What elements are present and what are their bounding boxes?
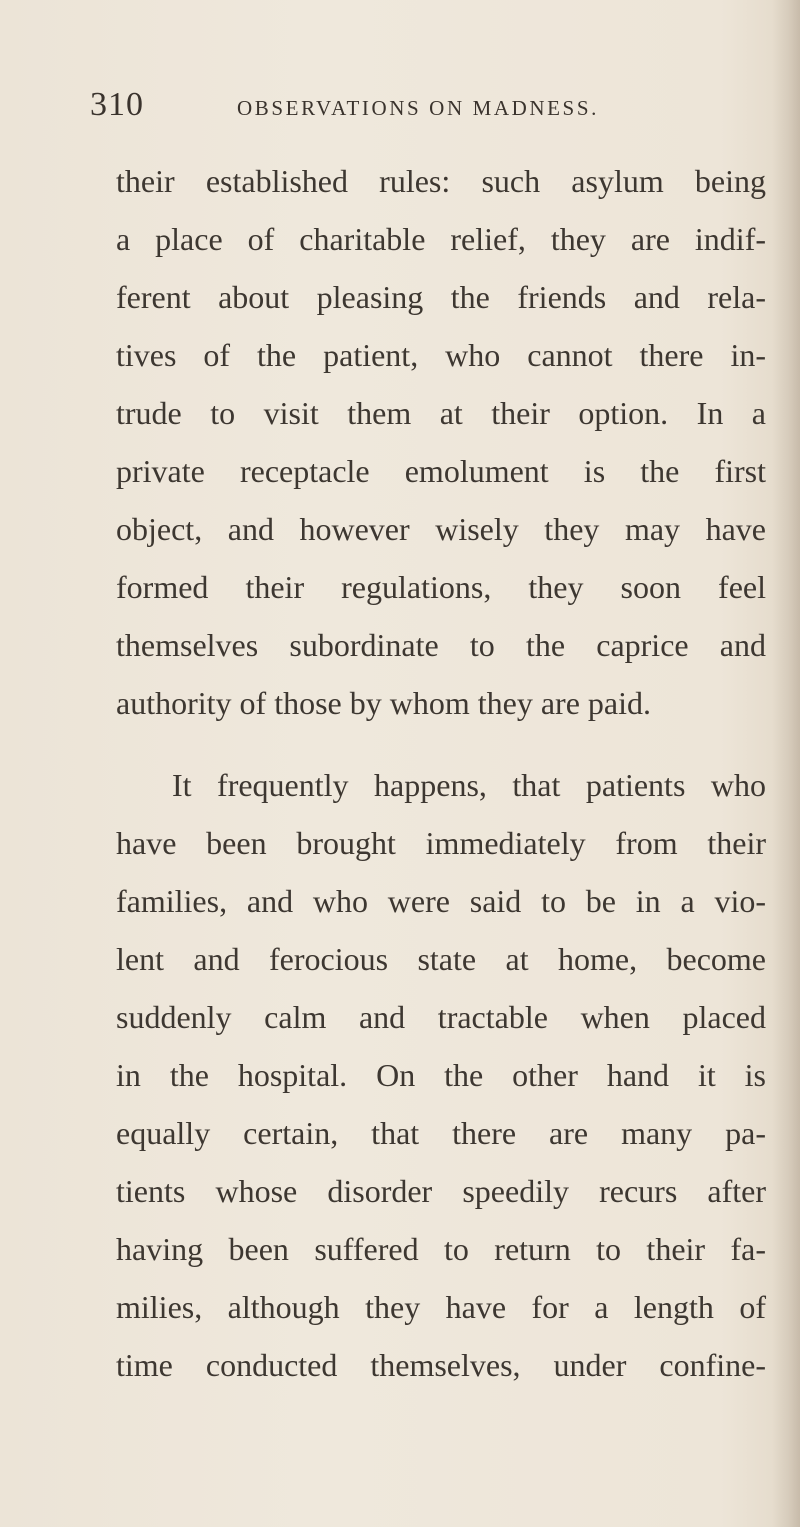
text-line: ferent about pleasing the friends and rela- (116, 279, 766, 315)
text-line: a place of charitable relief, they are indif- (116, 221, 766, 257)
text-line: formed their regulations, they soon feel (116, 569, 766, 605)
text-line: in the hospital. On the other hand it is (116, 1057, 766, 1093)
text-line: milies, although they have for a length of (116, 1289, 766, 1325)
page-edge-shadow (772, 0, 800, 1527)
text-line: suddenly calm and tractable when placed (116, 999, 766, 1035)
text-line: authority of those by whom they are paid. (116, 685, 651, 721)
text-line: trude to visit them at their option. In a (116, 395, 766, 431)
text-line: private receptacle emolument is the first (116, 453, 766, 489)
text-line: lent and ferocious state at home, become (116, 941, 766, 977)
text-line: object, and however wisely they may have (116, 511, 766, 547)
text-line: time conducted themselves, under confine- (116, 1347, 766, 1383)
text-line: equally certain, that there are many pa- (116, 1115, 766, 1151)
text-line: tives of the patient, who cannot there in- (116, 337, 766, 373)
running-head: OBSERVATIONS ON MADNESS. (237, 96, 599, 120)
text-line: have been brought immediately from their (116, 825, 766, 861)
text-line: having been suffered to return to their fa- (116, 1231, 766, 1267)
text-line: It frequently happens, that patients who (172, 767, 766, 803)
text-line: themselves subordinate to the caprice and (116, 627, 766, 663)
text-line: their established rules: such asylum being (116, 163, 766, 199)
text-line: families, and who were said to be in a vio- (116, 883, 766, 919)
page-header (90, 86, 730, 126)
page-number: 310 (90, 86, 144, 123)
text-line: tients whose disorder speedily recurs after (116, 1173, 766, 1209)
